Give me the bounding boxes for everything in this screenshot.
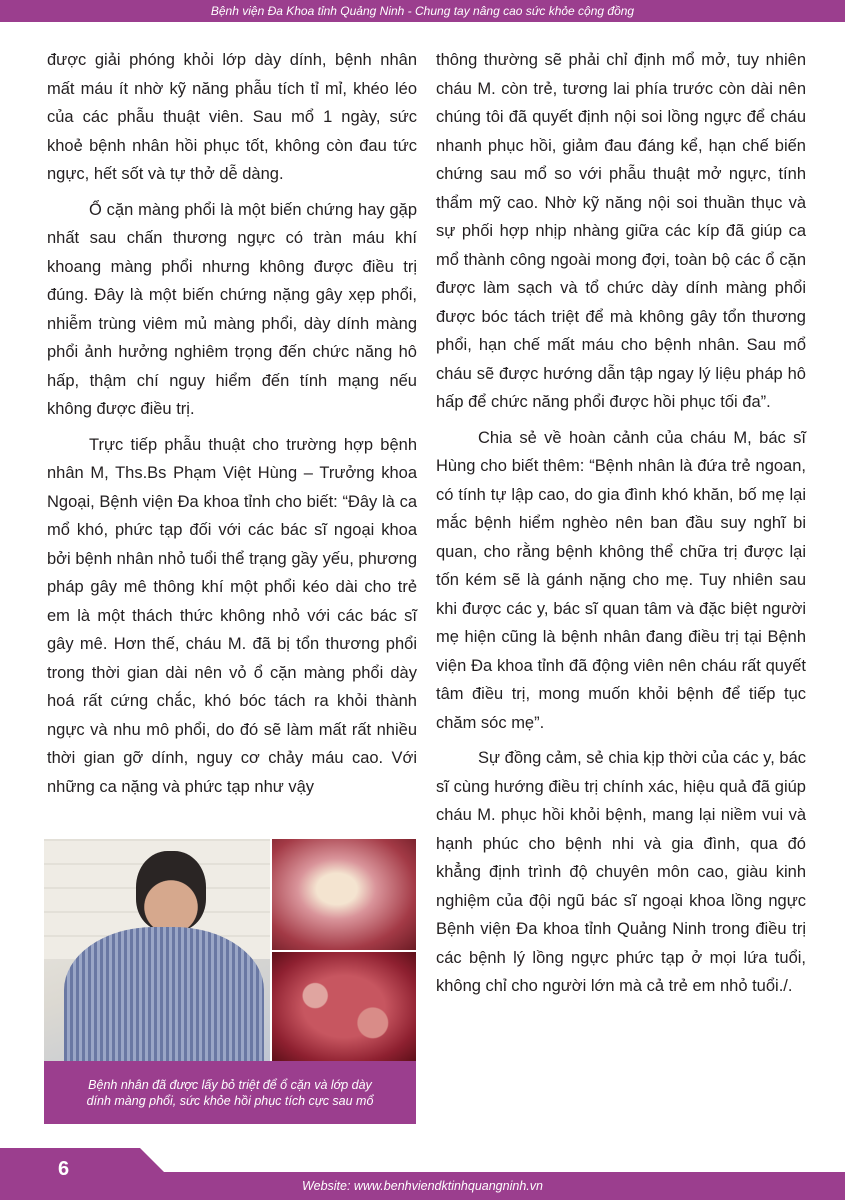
page-number-tab <box>0 1148 140 1200</box>
article-paragraph: được giải phóng khỏi lớp dày dính, bệnh nhân mất máu ít nhờ kỹ năng phẫu tích tỉ mỉ, khéo léo của các phẫu thuật viên. Sau mổ 1 ngày, sức khoẻ bệnh nhân hồi phục tốt, không còn đau tức ngực, hết sốt và tự thở dễ dàng. <box>47 51 417 183</box>
right-column <box>436 46 806 1008</box>
article-paragraph: thông thường sẽ phải chỉ định mổ mở, tuy nhiên cháu M. còn trẻ, tương lai phía trước còn dài nên chúng tôi đã quyết định nội soi lồng ngực để cháu nhanh phục hồi, giảm đau đáng kể, hạn chế biến chứng sau mổ so với phẫu thuật mở ngực, tính thẩm mỹ cao. Nhờ kỹ năng nội soi thuần thục và sự phối hợp nhịp nhàng giữa các kíp đã giúp ca mổ thành công ngoài mong đợi, toàn bộ các ổ cặn được làm sạch và tổ chức dày dính màng phổi được bóc tách triệt để mà không gây tổn thương phổi, hạn chế mất máu cho bệnh nhân. Sau mổ cháu sẽ được hướng dẫn tập ngay lý liệu pháp hô hấp để chức năng phổi được hồi phục tối đa”. <box>436 51 806 411</box>
header-tagline: Bệnh viện Đa Khoa tỉnh Quảng Ninh - Chung tay nâng cao sức khỏe cộng đồng <box>0 0 845 22</box>
caption-line: dính màng phổi, sức khỏe hồi phục tích cực sau mổ <box>86 1094 374 1108</box>
article-paragraph: Trực tiếp phẫu thuật cho trường hợp bệnh nhân M, Ths.Bs Phạm Việt Hùng – Trưởng khoa Ngoại, Bệnh viện Đa khoa tỉnh cho biết: “Đây là ca mổ khó, phức tạp đối với các bác sĩ ngoại khoa bởi bệnh nhân nhỏ tuổi thể trạng gầy yếu, phương pháp gây mê thông khí một phổi kéo dài cho trẻ em là một thách thức không nhỏ với các bác sĩ gây mê. Hơn thế, cháu M. đã bị tổn thương phổi trong thời gian dài nên vỏ ổ cặn màng phổi dày hoá rất cứng chắc, khó bóc tách ra khỏi thành ngực và nhu mô phổi, do đó sẽ làm mất rất nhiều thời gian gỡ dính, nguy cơ chảy máu cao. Với những ca nặng và phức tạp như vậy <box>47 435 417 796</box>
article-paragraph: Ổ cặn màng phổi là một biến chứng hay gặp nhất sau chấn thương ngực có tràn máu khí khoang màng phổi nhưng không được điều trị đúng. Đây là một biến chứng nặng gây xẹp phổi, nhiễm trùng viêm mủ màng phổi, dày dính màng phổi ảnh hưởng nghiêm trọng đến chức năng hô hấp, thậm chí nguy hiểm đến tính mạng nếu không được điều trị. <box>47 200 417 418</box>
caption-line: Bệnh nhân đã được lấy bỏ triệt để ổ cặn và lớp dày <box>88 1078 372 1092</box>
page-number: 6 <box>58 1158 70 1180</box>
patient-photo <box>44 839 270 1061</box>
footer-website: Website: www.benhviendktinhquangninh.vn <box>0 1172 845 1200</box>
article-paragraph: Chia sẻ về hoàn cảnh của cháu M, bác sĩ Hùng cho biết thêm: “Bệnh nhân là đứa trẻ ngoan, có tính tự lập cao, do gia đình khó khăn, bố mẹ lại mắc bệnh hiểm nghèo nên ban đầu suy nghĩ bi quan, cho rằng bệnh không thể chữa trị được lại tốn kém sẽ là gánh nặng cho mẹ. Tuy nhiên sau khi được các y, bác sĩ quan tâm và đặc biệt người mẹ hiện cũng là bệnh nhân đang điều trị tại Bệnh viện Đa khoa tỉnh đã động viên nên cháu rất quyết tâm điều trị, mong muốn khỏi bệnh để tiếp tục chăm sóc mẹ”. <box>436 428 806 732</box>
figure <box>44 839 416 1124</box>
figure-caption <box>44 1061 416 1124</box>
article-paragraph: Sự đồng cảm, sẻ chia kịp thời của các y, bác sĩ cùng hướng điều trị chính xác, hiệu quả đã giúp cháu M. phục hồi khỏi bệnh, mang lại niềm vui và hạnh phúc cho bệnh nhi và gia đình, qua đó khẳng định trình độ chuyên môn cao, giàu kinh nghiệm của đội ngũ bác sĩ ngoại khoa lồng ngực Bệnh viện Đa khoa tỉnh Quảng Ninh trong điều trị các bệnh lý lồng ngực phức tạp ở mọi lứa tuổi, không chỉ cho người lớn mà cả trẻ em nhỏ tuổi./. <box>436 749 806 995</box>
endoscopy-photo-top <box>272 839 416 950</box>
endoscopy-photo-bottom <box>272 952 416 1061</box>
left-column <box>47 46 417 808</box>
